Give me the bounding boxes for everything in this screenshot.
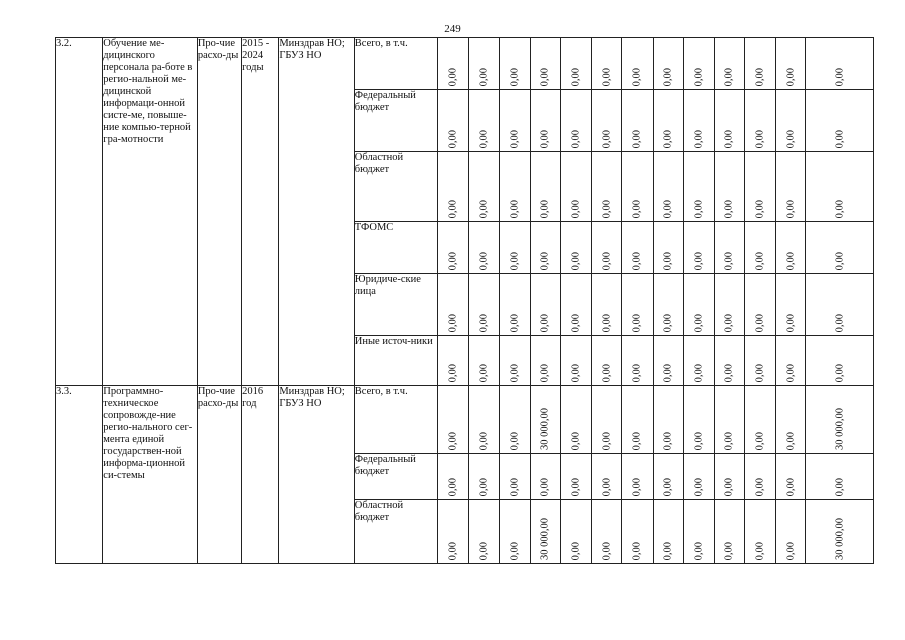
value-cell [714, 386, 744, 454]
value-text: 0,00 [631, 541, 643, 560]
value-text: 0,00 [723, 541, 735, 560]
value-text: 0,00 [631, 313, 643, 332]
value-text: 0,00 [662, 199, 674, 218]
value-cell [776, 152, 806, 222]
funding-source-label: Федеральный бюджет [354, 90, 438, 152]
value-text: 0,00 [631, 251, 643, 270]
funding-source-label: Иные источ-ники [354, 336, 438, 386]
value-cell [438, 274, 469, 336]
value-cell [438, 90, 469, 152]
value-cell [653, 222, 683, 274]
value-text: 0,00 [631, 431, 643, 450]
value-text: 0,00 [662, 251, 674, 270]
value-text: 0,00 [754, 199, 766, 218]
value-text: 0,00 [754, 363, 766, 382]
funding-source-label: Всего, в т.ч. [354, 386, 438, 454]
value-cell [806, 500, 874, 564]
value-cell [683, 336, 714, 386]
value-text: 0,00 [662, 313, 674, 332]
value-cell [469, 386, 499, 454]
value-text: 0,00 [539, 363, 551, 382]
value-text: 0,00 [834, 313, 846, 332]
value-text: 0,00 [723, 251, 735, 270]
value-text: 0,00 [631, 199, 643, 218]
value-text: 0,00 [785, 129, 797, 148]
value-cell [653, 500, 683, 564]
value-text: 0,00 [539, 477, 551, 496]
value-cell [806, 336, 874, 386]
value-cell [714, 38, 744, 90]
value-text: 0,00 [693, 199, 705, 218]
funding-table [55, 37, 874, 564]
value-cell [469, 500, 499, 564]
value-cell [530, 38, 560, 90]
value-text: 0,00 [693, 129, 705, 148]
value-cell [683, 222, 714, 274]
value-text: 0,00 [693, 67, 705, 86]
value-text: 0,00 [834, 477, 846, 496]
value-cell [561, 386, 592, 454]
value-cell [530, 274, 560, 336]
value-text: 0,00 [478, 67, 490, 86]
value-cell [653, 454, 683, 500]
value-text: 0,00 [570, 477, 582, 496]
value-text: 0,00 [754, 313, 766, 332]
value-cell [806, 454, 874, 500]
value-cell [745, 152, 776, 222]
value-text: 0,00 [539, 129, 551, 148]
value-cell [499, 38, 530, 90]
value-text: 0,00 [693, 251, 705, 270]
value-text: 0,00 [447, 67, 459, 86]
value-text: 0,00 [754, 477, 766, 496]
value-text: 0,00 [834, 363, 846, 382]
value-text: 0,00 [785, 541, 797, 560]
value-text: 0,00 [478, 129, 490, 148]
value-text: 0,00 [601, 477, 613, 496]
value-text: 0,00 [723, 313, 735, 332]
value-text: 0,00 [509, 313, 521, 332]
table-body [56, 38, 874, 564]
value-text: 0,00 [539, 313, 551, 332]
value-text: 0,00 [693, 541, 705, 560]
table-row [56, 38, 874, 90]
value-cell [622, 222, 653, 274]
value-text: 0,00 [723, 363, 735, 382]
value-cell [438, 222, 469, 274]
value-cell [499, 274, 530, 336]
value-text: 30 000,00 [539, 408, 551, 450]
value-text: 0,00 [570, 431, 582, 450]
value-text: 0,00 [570, 251, 582, 270]
item-category: Про-чие расхо-ды [197, 38, 241, 386]
value-cell [683, 500, 714, 564]
value-cell [714, 500, 744, 564]
value-cell [714, 336, 744, 386]
value-text: 0,00 [662, 431, 674, 450]
value-text: 0,00 [601, 129, 613, 148]
value-cell [499, 152, 530, 222]
value-cell [530, 500, 560, 564]
item-code: 3.2. [56, 38, 103, 386]
value-cell [561, 38, 592, 90]
value-text: 0,00 [754, 431, 766, 450]
value-cell [622, 152, 653, 222]
value-cell [745, 38, 776, 90]
value-text: 0,00 [570, 313, 582, 332]
value-cell [683, 454, 714, 500]
value-text: 0,00 [509, 541, 521, 560]
value-text: 0,00 [693, 363, 705, 382]
value-text: 0,00 [570, 363, 582, 382]
value-cell [438, 386, 469, 454]
value-text: 0,00 [785, 477, 797, 496]
value-text: 0,00 [754, 251, 766, 270]
value-cell [469, 38, 499, 90]
value-text: 0,00 [723, 129, 735, 148]
value-cell [776, 336, 806, 386]
value-cell [622, 386, 653, 454]
funding-source-label: Областной бюджет [354, 500, 438, 564]
value-cell [776, 90, 806, 152]
value-cell [653, 386, 683, 454]
value-text: 0,00 [570, 129, 582, 148]
value-cell [745, 222, 776, 274]
value-text: 0,00 [478, 199, 490, 218]
value-cell [499, 90, 530, 152]
value-cell [622, 38, 653, 90]
value-cell [469, 152, 499, 222]
value-cell [499, 500, 530, 564]
value-cell [745, 454, 776, 500]
value-text: 0,00 [447, 199, 459, 218]
value-cell [653, 274, 683, 336]
value-cell [438, 454, 469, 500]
value-text: 0,00 [601, 313, 613, 332]
value-cell [499, 454, 530, 500]
value-text: 0,00 [509, 363, 521, 382]
value-text: 30 000,00 [834, 518, 846, 560]
value-text: 0,00 [570, 67, 582, 86]
value-cell [776, 500, 806, 564]
value-cell [469, 274, 499, 336]
value-cell [745, 386, 776, 454]
item-period: 2016 год [242, 386, 279, 564]
value-cell [683, 274, 714, 336]
funding-source-label: Всего, в т.ч. [354, 38, 438, 90]
value-text: 0,00 [447, 431, 459, 450]
value-cell [776, 386, 806, 454]
value-text: 0,00 [785, 67, 797, 86]
value-text: 0,00 [723, 431, 735, 450]
value-cell [561, 500, 592, 564]
value-text: 0,00 [785, 431, 797, 450]
value-text: 0,00 [509, 129, 521, 148]
item-executor: Минздрав НО; ГБУЗ НО [279, 38, 354, 386]
item-executor: Минздрав НО; ГБУЗ НО [279, 386, 354, 564]
value-cell [683, 38, 714, 90]
value-cell [776, 38, 806, 90]
value-text: 0,00 [754, 129, 766, 148]
funding-source-label: ТФОМС [354, 222, 438, 274]
value-cell [530, 222, 560, 274]
value-cell [469, 90, 499, 152]
value-cell [561, 454, 592, 500]
value-text: 0,00 [570, 541, 582, 560]
value-text: 0,00 [447, 541, 459, 560]
value-cell [438, 152, 469, 222]
funding-source-label: Юридиче-ские лица [354, 274, 438, 336]
value-cell [592, 454, 622, 500]
value-cell [653, 90, 683, 152]
value-cell [561, 152, 592, 222]
value-cell [683, 152, 714, 222]
value-text: 0,00 [693, 477, 705, 496]
value-cell [622, 336, 653, 386]
value-text: 0,00 [834, 251, 846, 270]
value-text: 0,00 [601, 251, 613, 270]
value-cell [592, 90, 622, 152]
value-cell [592, 38, 622, 90]
value-cell [561, 274, 592, 336]
value-cell [653, 336, 683, 386]
value-text: 0,00 [631, 363, 643, 382]
value-cell [438, 38, 469, 90]
value-text: 0,00 [601, 67, 613, 86]
value-text: 0,00 [785, 199, 797, 218]
value-text: 0,00 [447, 129, 459, 148]
value-text: 0,00 [447, 363, 459, 382]
funding-source-label: Федеральный бюджет [354, 454, 438, 500]
item-name: Программно-техническое сопровожде-ние регио-нального сег-мента единой государствен-ной информа-ционной си-стемы [103, 386, 198, 564]
value-cell [592, 500, 622, 564]
value-text: 0,00 [509, 251, 521, 270]
value-cell [653, 38, 683, 90]
value-cell [714, 274, 744, 336]
value-text: 0,00 [834, 67, 846, 86]
value-cell [530, 454, 560, 500]
value-cell [806, 90, 874, 152]
value-cell [714, 222, 744, 274]
value-cell [776, 274, 806, 336]
item-category: Про-чие расхо-ды [197, 386, 241, 564]
value-text: 0,00 [447, 477, 459, 496]
value-cell [499, 222, 530, 274]
value-text: 0,00 [662, 67, 674, 86]
value-text: 0,00 [693, 313, 705, 332]
value-cell [622, 454, 653, 500]
value-cell [622, 500, 653, 564]
value-cell [592, 336, 622, 386]
value-cell [622, 274, 653, 336]
value-text: 0,00 [662, 541, 674, 560]
value-cell [806, 222, 874, 274]
value-text: 0,00 [834, 129, 846, 148]
value-text: 0,00 [478, 251, 490, 270]
value-cell [592, 386, 622, 454]
value-cell [530, 386, 560, 454]
value-text: 30 000,00 [834, 408, 846, 450]
value-text: 0,00 [509, 67, 521, 86]
value-text: 0,00 [539, 67, 551, 86]
value-cell [592, 222, 622, 274]
value-text: 0,00 [601, 363, 613, 382]
value-cell [469, 222, 499, 274]
value-text: 0,00 [539, 199, 551, 218]
value-cell [469, 336, 499, 386]
value-text: 0,00 [693, 431, 705, 450]
value-text: 30 000,00 [539, 518, 551, 560]
value-text: 0,00 [785, 251, 797, 270]
value-cell [714, 454, 744, 500]
value-text: 0,00 [509, 199, 521, 218]
value-text: 0,00 [478, 363, 490, 382]
value-text: 0,00 [478, 313, 490, 332]
value-text: 0,00 [834, 199, 846, 218]
value-cell [438, 500, 469, 564]
value-text: 0,00 [723, 477, 735, 496]
value-cell [499, 386, 530, 454]
value-text: 0,00 [539, 251, 551, 270]
value-cell [561, 222, 592, 274]
value-cell [530, 90, 560, 152]
value-text: 0,00 [754, 67, 766, 86]
value-cell [745, 500, 776, 564]
value-cell [499, 336, 530, 386]
item-name: Обучение ме-дицинского персонала ра-боте в регио-нальной ме-дицинской информаци-онной систе-ме, повыше-ние компью-терной гра-мотности [103, 38, 198, 386]
value-cell [592, 152, 622, 222]
value-text: 0,00 [509, 477, 521, 496]
value-cell [714, 90, 744, 152]
value-cell [592, 274, 622, 336]
value-cell [653, 152, 683, 222]
value-text: 0,00 [662, 477, 674, 496]
item-code: 3.3. [56, 386, 103, 564]
value-cell [776, 222, 806, 274]
value-cell [438, 336, 469, 386]
value-text: 0,00 [447, 251, 459, 270]
item-period: 2015 - 2024 годы [242, 38, 279, 386]
value-text: 0,00 [723, 199, 735, 218]
value-text: 0,00 [478, 431, 490, 450]
value-text: 0,00 [631, 129, 643, 148]
value-cell [530, 152, 560, 222]
value-cell [745, 90, 776, 152]
value-text: 0,00 [785, 313, 797, 332]
value-cell [776, 454, 806, 500]
value-text: 0,00 [478, 477, 490, 496]
value-text: 0,00 [447, 313, 459, 332]
value-cell [561, 336, 592, 386]
value-cell [745, 274, 776, 336]
value-cell [806, 38, 874, 90]
value-text: 0,00 [631, 477, 643, 496]
value-cell [806, 386, 874, 454]
value-cell [561, 90, 592, 152]
value-text: 0,00 [754, 541, 766, 560]
value-text: 0,00 [478, 541, 490, 560]
value-cell [745, 336, 776, 386]
value-cell [683, 90, 714, 152]
value-cell [683, 386, 714, 454]
value-text: 0,00 [662, 363, 674, 382]
value-cell [806, 152, 874, 222]
value-cell [469, 454, 499, 500]
value-cell [530, 336, 560, 386]
table-row [56, 386, 874, 454]
value-text: 0,00 [785, 363, 797, 382]
value-cell [622, 90, 653, 152]
value-text: 0,00 [601, 431, 613, 450]
value-cell [714, 152, 744, 222]
value-text: 0,00 [723, 67, 735, 86]
value-text: 0,00 [662, 129, 674, 148]
value-text: 0,00 [570, 199, 582, 218]
funding-source-label: Областной бюджет [354, 152, 438, 222]
value-text: 0,00 [601, 541, 613, 560]
value-text: 0,00 [631, 67, 643, 86]
value-cell [806, 274, 874, 336]
value-text: 0,00 [601, 199, 613, 218]
value-text: 0,00 [509, 431, 521, 450]
page-number: 249 [444, 23, 461, 35]
